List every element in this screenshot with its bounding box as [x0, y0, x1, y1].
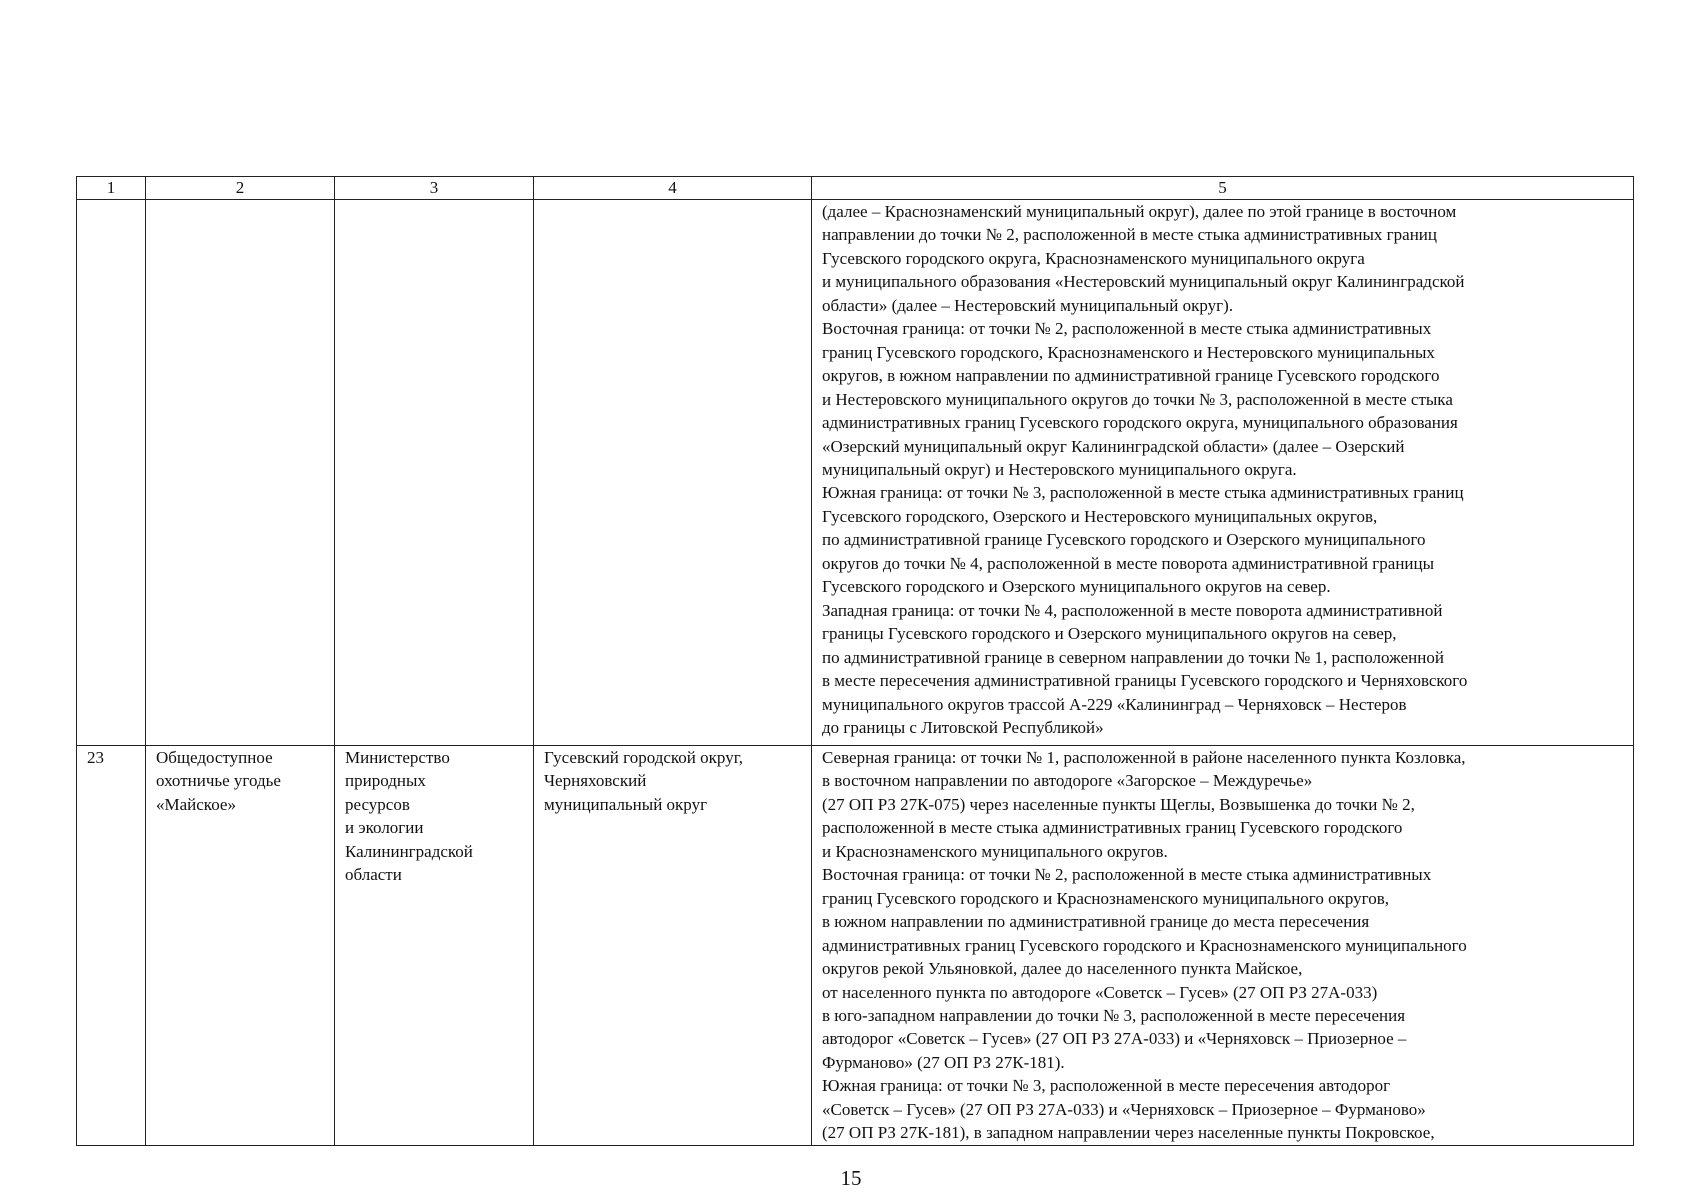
text-line: «Советск – Гусев» (27 ОП РЗ 27А-033) и «Черняховск – Приозерное – Фурманово»	[822, 1099, 1426, 1119]
text-line: округов, в южном направлении по административной границе Гусевского городского	[822, 366, 1440, 386]
text-line: Гусевского городского и Озерского муниципального округов на север.	[822, 577, 1331, 597]
text-line: Гусевского городского, Озерского и Нестеровского муниципальных округов,	[822, 506, 1378, 526]
continued-col-3	[335, 200, 534, 746]
boundaries-table	[76, 176, 1634, 1146]
text-line: по административной границе Гусевского городского и Озерского муниципального	[822, 530, 1426, 550]
text-line: муниципального округов трассой А-229 «Калининград – Черняховск – Нестеров	[822, 694, 1407, 714]
text-line: муниципальный округ) и Нестеровского муниципального округа.	[822, 459, 1297, 479]
text-line: в юго-западном направлении до точки № 3, расположенной в месте пересечения	[822, 1005, 1406, 1025]
text-line: Фурманово» (27 ОП РЗ 27К-181).	[822, 1052, 1065, 1072]
text-line: Министерство	[345, 748, 450, 767]
row-number: 23	[77, 746, 146, 1146]
text-line: (27 ОП РЗ 27К-181), в западном направлении через населенные пункты Покровское,	[822, 1123, 1435, 1143]
hunting-ground-name	[146, 746, 335, 1146]
header-col-2: 2	[146, 177, 335, 200]
text-line: охотничье угодье	[156, 771, 281, 791]
text-line: ресурсов	[345, 794, 410, 814]
text-line: границ Гусевского городского и Краснознаменского муниципального округов,	[822, 888, 1389, 908]
text-line: и экологии	[345, 818, 424, 838]
text-line: Общедоступное	[156, 748, 273, 767]
continued-boundary-description	[812, 200, 1634, 746]
text-line: автодорог «Советск – Гусев» (27 ОП РЗ 27А-033) и «Черняховск – Приозерное –	[822, 1029, 1407, 1049]
continued-col-4	[534, 200, 812, 746]
header-row	[77, 177, 1634, 200]
text-line: административных границ Гусевского городского округа, муниципального образования	[822, 413, 1458, 433]
text-line: Калининградской	[345, 841, 473, 861]
text-line: (далее – Краснознаменский муниципальный округ), далее по этой границе в восточном	[822, 202, 1457, 221]
text-line: в восточном направлении по автодороге «Загорское – Междуречье»	[822, 771, 1313, 791]
text-line: по административной границе в северном направлении до точки № 1, расположенной	[822, 647, 1444, 667]
text-line: округов рекой Ульяновкой, далее до населенного пункта Майское,	[822, 959, 1303, 979]
text-line: до границы с Литовской Республикой»	[822, 717, 1104, 737]
header-col-5: 5	[812, 177, 1634, 200]
text-line: и Нестеровского муниципального округов до точки № 3, расположенной в месте стыка	[822, 389, 1453, 409]
text-line: Северная граница: от точки № 1, расположенной в районе населенного пункта Козловка,	[822, 748, 1466, 767]
text-line: «Озерский муниципальный округ Калининградской области» (далее – Озерский	[822, 436, 1405, 456]
header-col-4: 4	[534, 177, 812, 200]
text-line: (27 ОП РЗ 27К-075) через населенные пункты Щеглы, Возвышенка до точки № 2,	[822, 794, 1415, 814]
continued-col-1	[77, 200, 146, 746]
text-line: области» (далее – Нестеровский муниципальный округ).	[822, 295, 1234, 315]
text-line: округов до точки № 4, расположенной в месте поворота административной границы	[822, 553, 1435, 573]
text-line: направлении до точки № 2, расположенной в месте стыка административных границ	[822, 225, 1437, 245]
continued-col-2	[146, 200, 335, 746]
text-line: Восточная граница: от точки № 2, расположенной в месте стыка административных	[822, 865, 1432, 885]
header-col-3: 3	[335, 177, 534, 200]
text-line: муниципальный округ	[544, 794, 708, 814]
table-header	[77, 177, 1634, 200]
text-line: Гусевского городского округа, Краснознаменского муниципального округа	[822, 248, 1365, 268]
text-line: Южная граница: от точки № 3, расположенной в месте стыка административных границ	[822, 483, 1464, 503]
table-row-23	[77, 746, 1634, 1146]
text-line: природных	[345, 771, 426, 791]
responsible-authority	[335, 746, 534, 1146]
text-line: Гусевский городской округ,	[544, 748, 743, 767]
text-line: Восточная граница: от точки № 2, расположенной в месте стыка административных	[822, 319, 1432, 339]
text-line: Западная граница: от точки № 4, расположенной в месте поворота административной	[822, 600, 1443, 620]
text-line: административных границ Гусевского городского и Краснознаменского муниципального	[822, 935, 1467, 955]
table-row-continued	[77, 200, 1634, 746]
text-line: в месте пересечения административной границы Гусевского городского и Черняховского	[822, 671, 1468, 691]
header-col-1: 1	[77, 177, 146, 200]
text-line: расположенной в месте стыка административных границ Гусевского городского	[822, 818, 1403, 838]
boundary-description	[812, 746, 1634, 1146]
text-line: от населенного пункта по автодороге «Советск – Гусев» (27 ОП РЗ 27А-033)	[822, 982, 1378, 1002]
text-line: области	[345, 865, 402, 885]
text-line: и муниципального образования «Нестеровский муниципальный округ Калининградской	[822, 272, 1465, 292]
text-line: границ Гусевского городского, Краснознаменского и Нестеровского муниципальных	[822, 342, 1435, 362]
text-line: границы Гусевского городского и Озерского муниципального округов на север,	[822, 624, 1397, 644]
text-line: Черняховский	[544, 771, 647, 791]
text-line: в южном направлении по административной границе до места пересечения	[822, 912, 1370, 932]
page-number: 15	[840, 1166, 862, 1190]
territory	[534, 746, 812, 1146]
text-line: и Краснознаменского муниципального округов.	[822, 841, 1168, 861]
text-line: «Майское»	[156, 794, 236, 814]
text-line: Южная граница: от точки № 3, расположенной в месте пересечения автодорог	[822, 1076, 1391, 1096]
